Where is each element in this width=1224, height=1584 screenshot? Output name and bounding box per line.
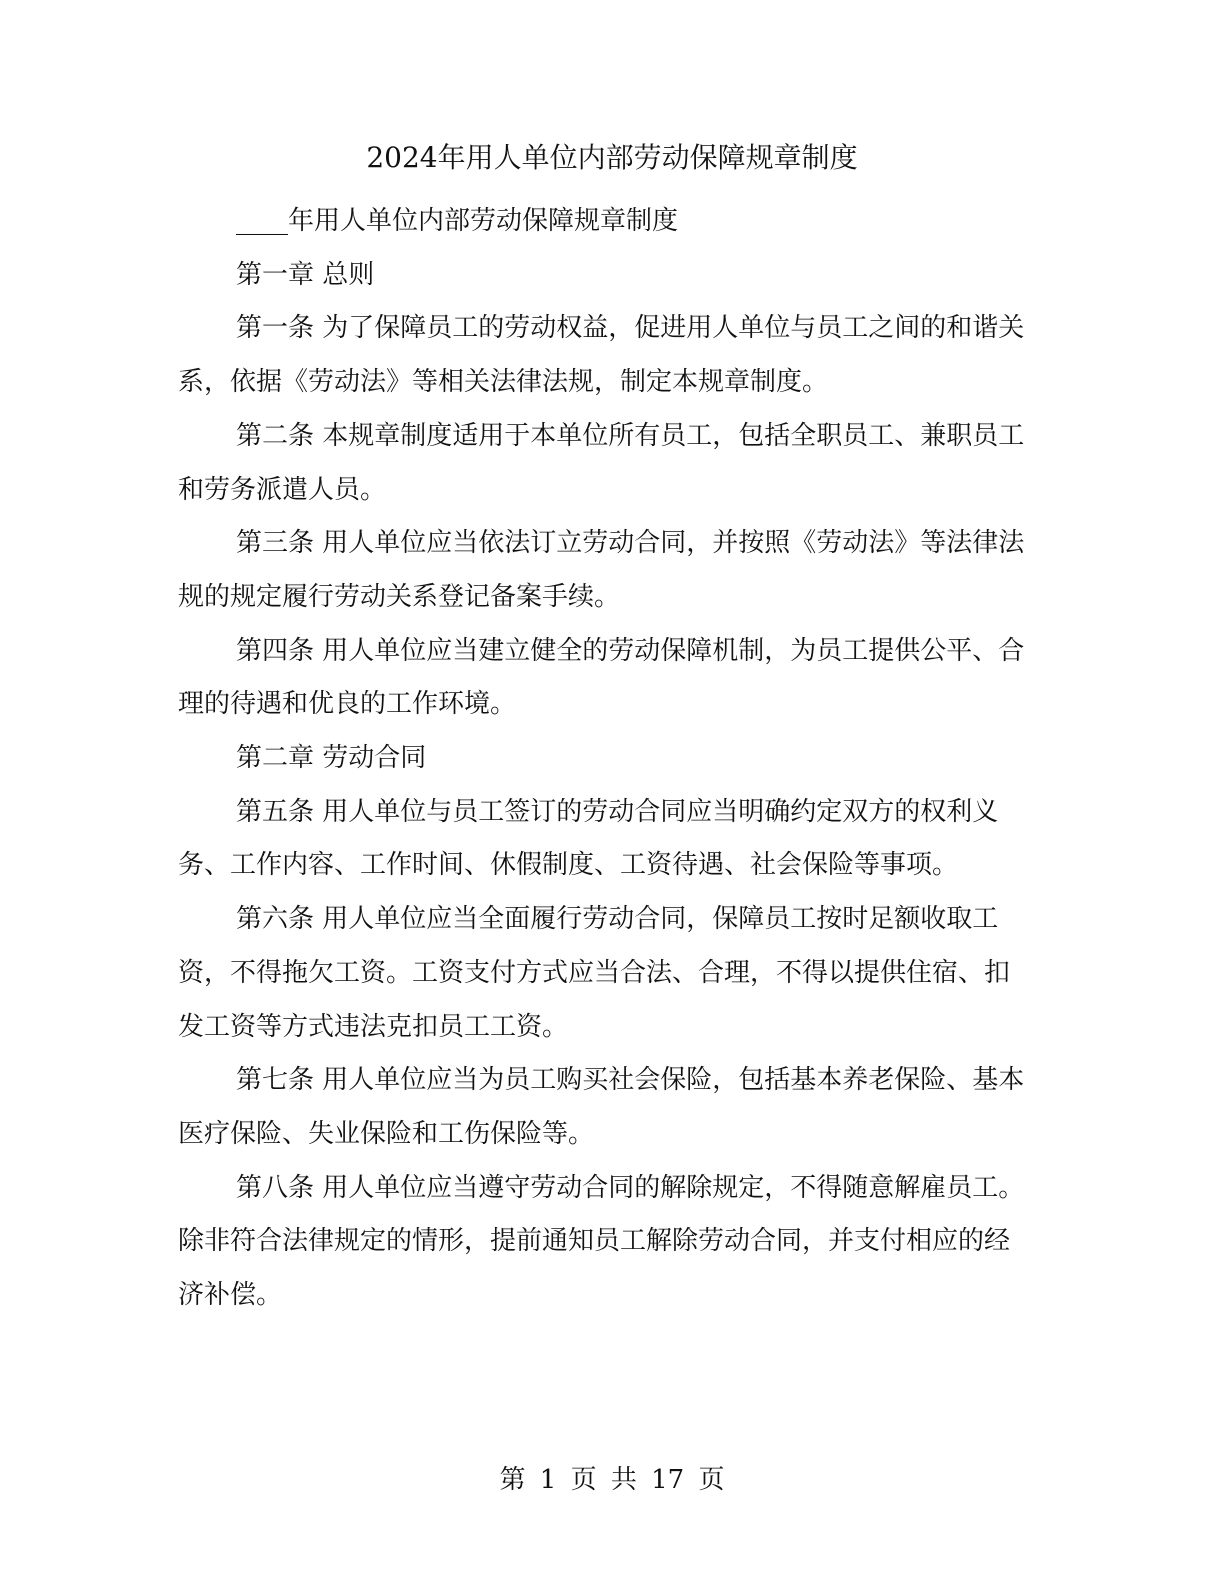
- document-body: [178, 195, 1030, 1323]
- article-7: 第七条 用人单位应当为员工购买社会保险，包括基本养老保险、基本医疗保险、失业保险和工伤保险等。: [178, 1065, 1025, 1149]
- paragraph-subtitle: ____年用人单位内部劳动保障规章制度: [236, 206, 679, 236]
- chapter-heading-1: 第一章 总则: [236, 259, 375, 290]
- article-8: 第八条 用人单位应当遵守劳动合同的解除规定，不得随意解雇员工。除非符合法律规定的情形，提前通知员工解除劳动合同，并支付相应的经济补偿。: [178, 1172, 1025, 1311]
- article-2: 第二条 本规章制度适用于本单位所有员工，包括全职员工、兼职员工和劳务派遣人员。: [178, 420, 1025, 505]
- article-5: 第五条 用人单位与员工签订的劳动合同应当明确约定双方的权利义务、工作内容、工作时间、休假制度、工资待遇、社会保险等事项。: [178, 796, 999, 881]
- page-number-footer: 第 1 页 共 17 页: [499, 1465, 725, 1495]
- article-3: 第三条 用人单位应当依法订立劳动合同，并按照《劳动法》等法律法规的规定履行劳动关系登记备案手续。: [178, 528, 1025, 612]
- article-6: 第六条 用人单位应当全面履行劳动合同，保障员工按时足额收取工资，不得拖欠工资。工资支付方式应当合法、合理，不得以提供住宿、扣发工资等方式违法克扣员工工资。: [178, 904, 1011, 1042]
- article-1: 第一条 为了保障员工的劳动权益，促进用人单位与员工之间的和谐关系，依据《劳动法》等相关法律法规，制定本规章制度。: [178, 313, 1025, 398]
- document-title: 2024年用人单位内部劳动保障规章制度: [366, 141, 858, 174]
- article-4: 第四条 用人单位应当建立健全的劳动保障机制，为员工提供公平、合理的待遇和优良的工作环境。: [178, 635, 1025, 720]
- chapter-heading-2: 第二章 劳动合同: [236, 743, 427, 774]
